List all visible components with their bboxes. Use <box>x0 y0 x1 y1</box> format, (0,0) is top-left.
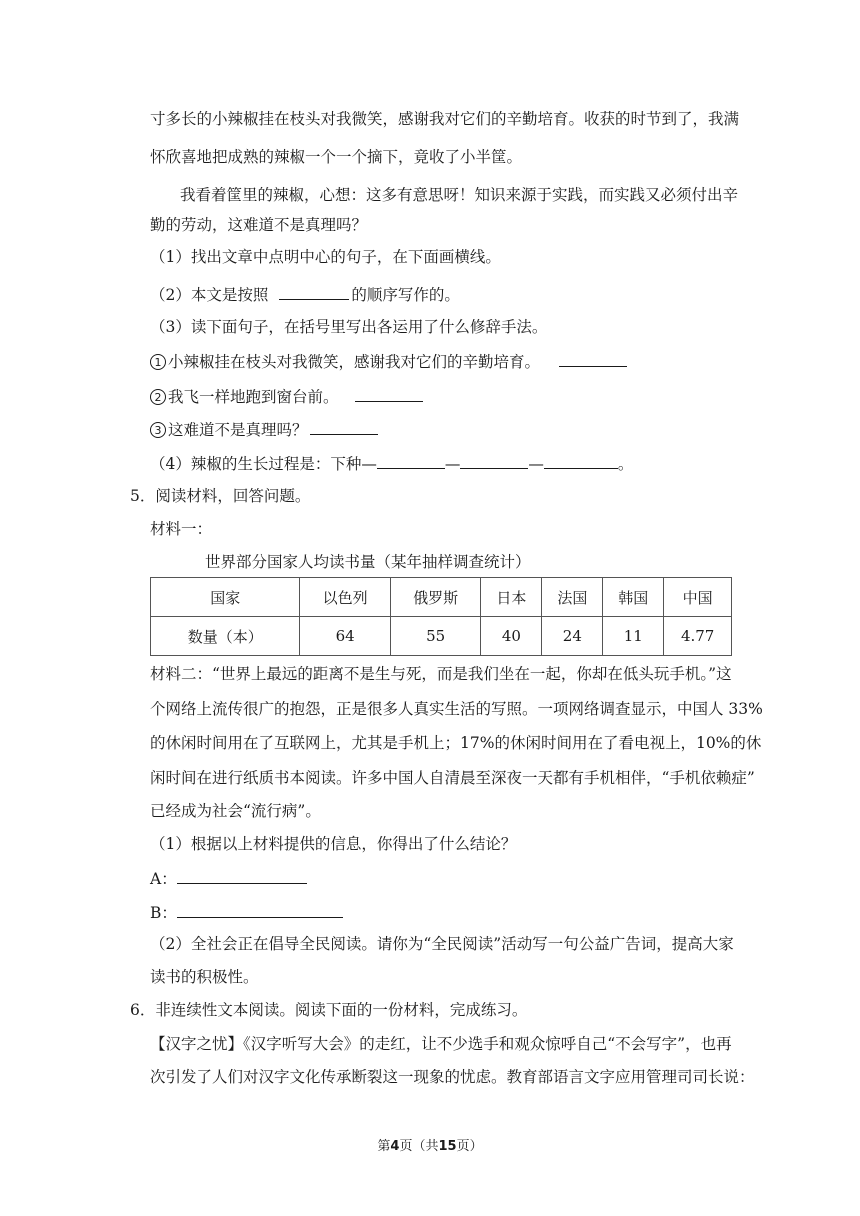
table-cell: 4.77 <box>664 617 732 656</box>
sentence-3 <box>150 418 378 440</box>
material-2-line: 的休闲时间用在了互联网上，尤其是手机上；17%的休闲时间用在了看电视上，10%的休 <box>150 734 762 752</box>
answer-blank[interactable] <box>460 452 528 469</box>
table-header-row <box>151 578 732 617</box>
material-2-line: 已经成为社会“流行病”。 <box>150 802 321 820</box>
question-text: （4）辣椒的生长过程是：下种— <box>150 455 377 473</box>
answer-b <box>150 901 343 923</box>
question-text: （2）本文是按照 <box>150 286 269 304</box>
question-6-heading: 6．非连续性文本阅读。阅读下面的一份材料，完成练习。 <box>130 1001 528 1019</box>
paragraph-line: 怀欣喜地把成熟的辣椒一个一个摘下，竟收了小半筐。 <box>150 148 523 166</box>
answer-blank[interactable] <box>177 901 343 918</box>
table-row <box>151 617 732 656</box>
material-2-line: 个网络上流传很广的抱怨，正是很多人真实生活的写照。一项网络调查显示，中国人 33% <box>150 700 763 718</box>
table-cell: 40 <box>481 617 542 656</box>
question-4-3: （3）读下面句子，在括号里写出各运用了什么修辞手法。 <box>150 318 548 336</box>
paragraph-line: 【汉字之忧】《汉字听写大会》的走红，让不少选手和观众惊呼自己“不会写字”，也再 <box>150 1035 732 1053</box>
answer-blank[interactable] <box>377 452 445 469</box>
table-cell: 韩国 <box>603 578 664 617</box>
dash: — <box>528 455 544 473</box>
answer-blank[interactable] <box>355 385 423 402</box>
answer-blank[interactable] <box>559 350 627 367</box>
table-title: 世界部分国家人均读书量（某年抽样调查统计） <box>205 553 531 571</box>
page-footer <box>0 1138 860 1156</box>
question-5-heading: 5．阅读材料，回答问题。 <box>130 487 311 505</box>
answer-blank[interactable] <box>310 418 378 435</box>
reading-stats-table <box>150 577 732 656</box>
footer-text: 第 <box>377 1139 391 1154</box>
material-1-label: 材料一： <box>150 520 213 538</box>
paragraph-line: 我看着筐里的辣椒，心想：这多有意思呀！知识来源于实践，而实践又必须付出辛 <box>180 186 739 204</box>
sentence-text: 小辣椒挂在枝头对我微笑，感谢我对它们的辛勤培育。 <box>168 353 541 371</box>
period: 。 <box>617 455 634 473</box>
page-number: 4 <box>390 1139 400 1154</box>
sentence-text: 这难道不是真理吗？ <box>168 421 308 439</box>
table-cell: 法国 <box>542 578 603 617</box>
total-pages: 15 <box>438 1139 457 1154</box>
table-cell: 日本 <box>481 578 542 617</box>
question-5-1: （1）根据以上材料提供的信息，你得出了什么结论？ <box>150 835 517 853</box>
dash: — <box>444 455 461 473</box>
material-2-line: 材料二：“世界上最远的距离不是生与死，而是我们坐在一起，你却在低头玩手机。”这 <box>150 665 732 683</box>
answer-label: A： <box>150 870 177 888</box>
table-cell: 以色列 <box>300 578 390 617</box>
circled-number: 1 <box>150 354 166 370</box>
answer-blank[interactable] <box>544 452 618 469</box>
question-4-2 <box>150 283 460 305</box>
table-cell: 24 <box>542 617 603 656</box>
circled-number: 3 <box>150 422 166 438</box>
question-5-2: （2）全社会正在倡导全民阅读。请你为“全民阅读”活动写一句公益广告词，提高大家 <box>150 935 734 953</box>
answer-a <box>150 867 307 889</box>
table-cell: 数量（本） <box>151 617 300 656</box>
question-text: 的顺序写作的。 <box>351 286 460 304</box>
table-cell: 55 <box>390 617 480 656</box>
sentence-2 <box>150 385 423 407</box>
sentence-1 <box>150 350 627 372</box>
question-4-4 <box>150 452 633 474</box>
table-cell: 国家 <box>151 578 300 617</box>
question-4-1: （1）找出文章中点明中心的句子，在下面画横线。 <box>150 248 501 266</box>
question-5-2-cont: 读书的积极性。 <box>150 968 259 986</box>
footer-text: 页（共 <box>399 1139 439 1154</box>
circled-number: 2 <box>150 389 166 405</box>
table-cell: 中国 <box>664 578 732 617</box>
table-cell: 11 <box>603 617 664 656</box>
sentence-text: 我飞一样地跑到窗台前。 <box>168 388 339 406</box>
table-cell: 俄罗斯 <box>390 578 480 617</box>
answer-blank[interactable] <box>279 283 349 300</box>
table-cell: 64 <box>300 617 390 656</box>
paragraph-line: 寸多长的小辣椒挂在枝头对我微笑，感谢我对它们的辛勤培育。收获的时节到了，我满 <box>150 110 740 128</box>
paragraph-line: 次引发了人们对汉字文化传承断裂这一现象的忧虑。教育部语言文字应用管理司司长说： <box>150 1068 755 1086</box>
footer-text: 页） <box>456 1139 483 1154</box>
answer-blank[interactable] <box>177 867 307 884</box>
answer-label: B： <box>150 904 177 922</box>
paragraph-line: 勤的劳动，这难道不是真理吗？ <box>150 216 368 234</box>
material-2-line: 闲时间在进行纸质书本阅读。许多中国人自清晨至深夜一天都有手机相伴，“手机依赖症” <box>150 769 755 787</box>
